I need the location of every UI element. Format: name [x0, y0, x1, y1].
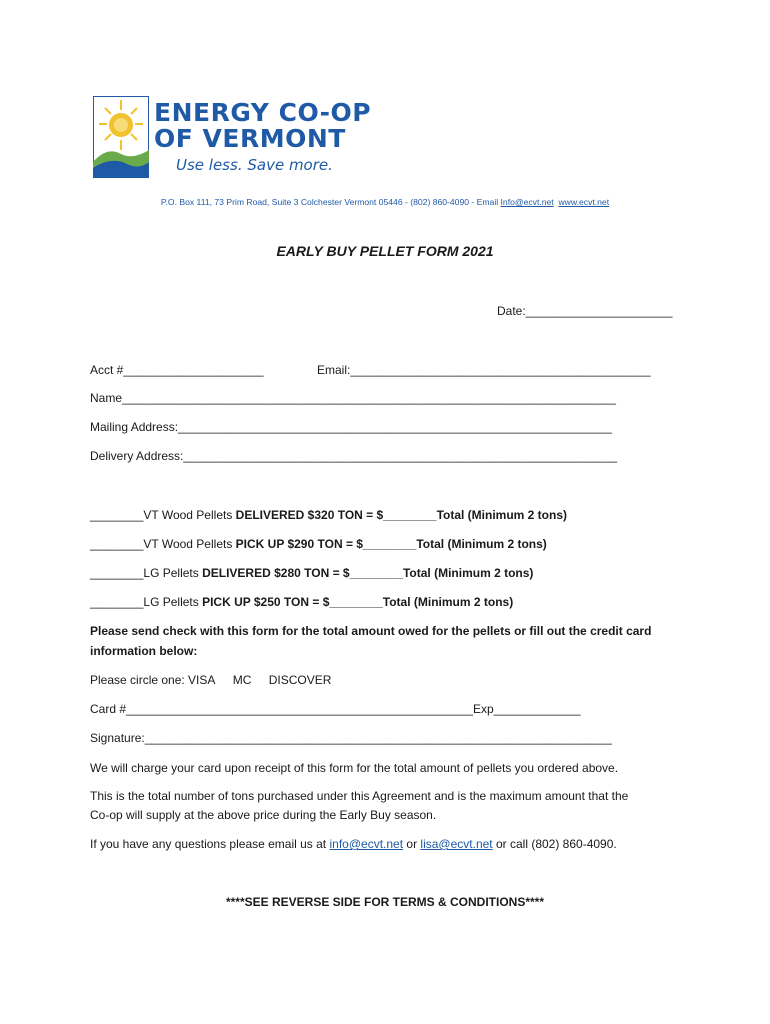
- logo-graphic: [93, 96, 149, 178]
- info-email-link[interactable]: info@ecvt.net: [329, 837, 404, 851]
- acct-field[interactable]: Acct #_____________________: [90, 363, 264, 377]
- lisa-email-link[interactable]: lisa@ecvt.net: [420, 837, 493, 851]
- org-address: [0, 197, 770, 207]
- reverse-side-notice: ****SEE REVERSE SIDE FOR TERMS & CONDITIONS****: [225, 895, 545, 909]
- card-type-label: Please circle one: VISA: [90, 673, 216, 687]
- logo-wordmark: [154, 100, 371, 174]
- org-tagline: Use less. Save more.: [176, 156, 333, 174]
- org-name-line2: OF VERMONT: [154, 124, 346, 153]
- questions-suffix: or call (802) 860-4090.: [495, 837, 617, 851]
- questions-note: [90, 837, 617, 851]
- agreement-note-line2: Co-op will supply at the above price during the Early Buy season.: [90, 808, 437, 822]
- pellet-option-price: PICK UP $250 TON = $________Total (Minimum 2 tons): [202, 595, 514, 609]
- pellet-option-price: DELIVERED $320 TON = $________Total (Minimum 2 tons): [235, 508, 568, 522]
- pellet-option-price: PICK UP $290 TON = $________Total (Minimum 2 tons): [235, 537, 547, 551]
- form-title: EARLY BUY PELLET FORM 2021: [276, 243, 494, 259]
- payment-instruction-line2: information below:: [90, 644, 198, 658]
- questions-prefix: If you have any questions please email us at: [90, 837, 327, 851]
- questions-or: or: [406, 837, 418, 851]
- card-type-discover[interactable]: DISCOVER: [268, 673, 332, 687]
- pellet-option-label: ________VT Wood Pellets: [90, 537, 236, 551]
- pellet-option-label: ________VT Wood Pellets: [90, 508, 236, 522]
- charge-note: We will charge your card upon receipt of this form for the total amount of pellets you ordered above.: [90, 761, 619, 775]
- pellet-option[interactable]: [90, 508, 567, 522]
- mailing-address-field[interactable]: Mailing Address:_________________________________________________________________: [90, 420, 612, 434]
- payment-instruction-line1: Please send check with this form for the total amount owed for the pellets or fill out the credit card: [90, 624, 652, 638]
- email-field[interactable]: Email:_____________________________________________: [317, 363, 651, 377]
- org-name-line1: ENERGY CO-OP: [154, 98, 372, 127]
- agreement-note-line1: This is the total number of tons purchased under this Agreement and is the maximum amount that the: [90, 789, 629, 803]
- pellet-option-label: ________LG Pellets: [90, 595, 203, 609]
- pellet-option-price: DELIVERED $280 TON = $________Total (Minimum 2 tons): [202, 566, 534, 580]
- pellet-option[interactable]: [90, 566, 533, 580]
- address-email-link[interactable]: Info@ecvt.net: [500, 197, 554, 207]
- card-type-mc[interactable]: MC: [232, 673, 252, 687]
- card-number-field[interactable]: Card #____________________________________________________Exp_____________: [90, 702, 581, 716]
- address-text: P.O. Box 111, 73 Prim Road, Suite 3 Colchester Vermont 05446 - (802) 860-4090 - Email: [160, 197, 499, 207]
- pellet-option[interactable]: [90, 537, 547, 551]
- date-field[interactable]: Date:______________________: [497, 304, 673, 318]
- delivery-address-field[interactable]: Delivery Address:_________________________________________________________________: [90, 449, 618, 463]
- pellet-option-label: ________LG Pellets: [90, 566, 203, 580]
- card-type-selector: [90, 673, 331, 687]
- name-field[interactable]: Name__________________________________________________________________________: [90, 391, 616, 405]
- signature-field[interactable]: Signature:______________________________________________________________________: [90, 731, 612, 745]
- pellet-option[interactable]: [90, 595, 513, 609]
- website-link[interactable]: www.ecvt.net: [558, 197, 610, 207]
